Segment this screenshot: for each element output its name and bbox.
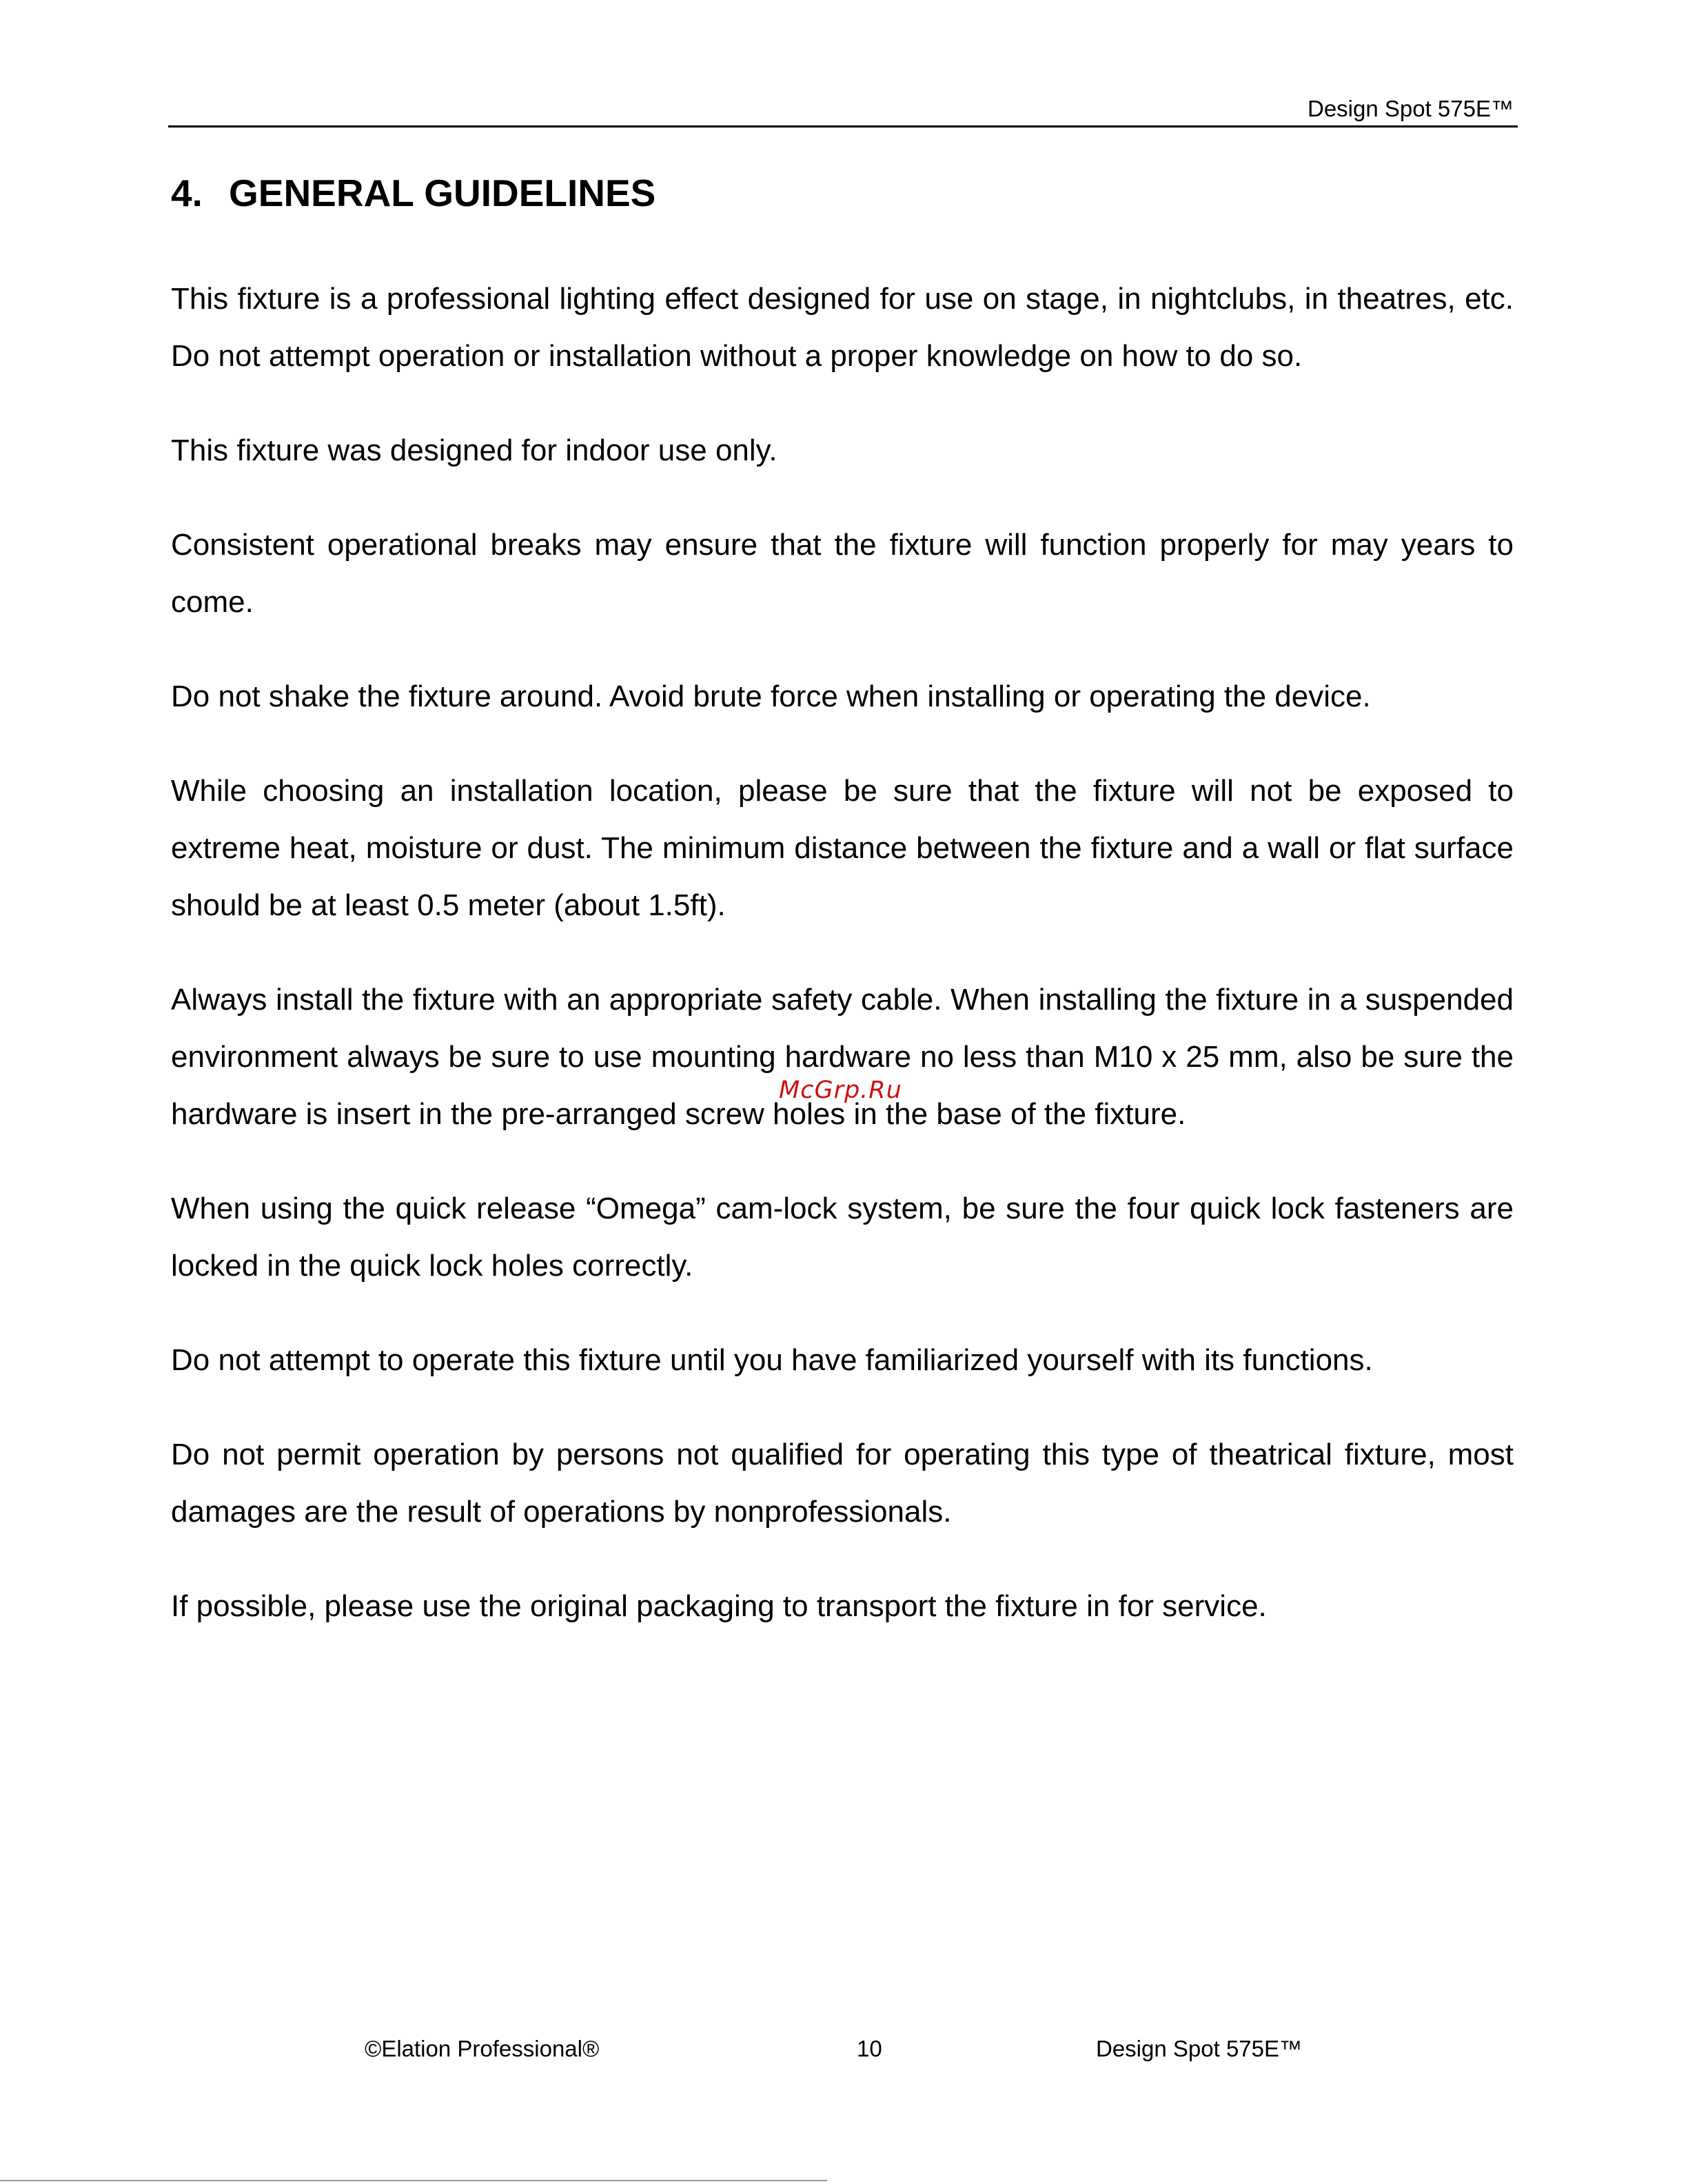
section-number: 4. xyxy=(171,172,203,214)
section-title: GENERAL GUIDELINES xyxy=(229,172,656,214)
paragraph-installation-location: While choosing an installation location, please be sure that the fixture will not be exposed to extreme heat, moisture or dust. The minimum distance between the fixture and a wall or flat surface should be at least 0.5 meter (about 1.5ft). xyxy=(171,774,1514,922)
paragraph-familiarize: Do not attempt to operate this fixture until you have familiarized yourself with its functions. xyxy=(171,1343,1373,1377)
header-title: Design Spot 575E™ xyxy=(1307,96,1514,121)
paragraph-indoor-use: This fixture was designed for indoor use only. xyxy=(171,433,777,467)
page-header xyxy=(168,91,1518,127)
page-number: 10 xyxy=(857,2036,882,2061)
paragraph-safety-cable: Always install the fixture with an appropriate safety cable. When installing the fixture in a suspended environment always be sure to use mounting hardware no less than M10 x 25 mm, also be sure the hardware is insert in the pre-arranged screw holes in the base of the fixture. xyxy=(171,983,1514,1131)
footer-product-name: Design Spot 575E™ xyxy=(1096,2036,1303,2061)
page-footer xyxy=(0,2035,1688,2065)
paragraph-intro: This fixture is a professional lighting effect designed for use on stage, in nightclubs, in theatres, etc. Do not attempt operation or installation without a proper knowledge on how to do so. xyxy=(171,282,1514,373)
paragraph-omega-camlock: When using the quick release “Omega” cam-lock system, be sure the four quick lock fasteners are locked in the quick lock holes correctly. xyxy=(171,1192,1514,1283)
paragraph-packaging: If possible, please use the original packaging to transport the fixture in for service. xyxy=(171,1589,1267,1623)
watermark: McGrp.Ru xyxy=(779,1076,902,1104)
guidelines-body xyxy=(171,270,1514,1672)
footer-copyright: ©Elation Professional® xyxy=(365,2036,600,2061)
bottom-divider xyxy=(0,2180,827,2181)
paragraph-operational-breaks: Consistent operational breaks may ensure that the fixture will function properly for may years to come. xyxy=(171,528,1514,619)
section-heading xyxy=(171,170,655,216)
paragraph-qualified-operators: Do not permit operation by persons not qualified for operating this type of theatrical fixture, most damages are the result of operations by nonprofessionals. xyxy=(171,1438,1514,1529)
paragraph-no-shaking: Do not shake the fixture around. Avoid brute force when installing or operating the device. xyxy=(171,680,1371,713)
